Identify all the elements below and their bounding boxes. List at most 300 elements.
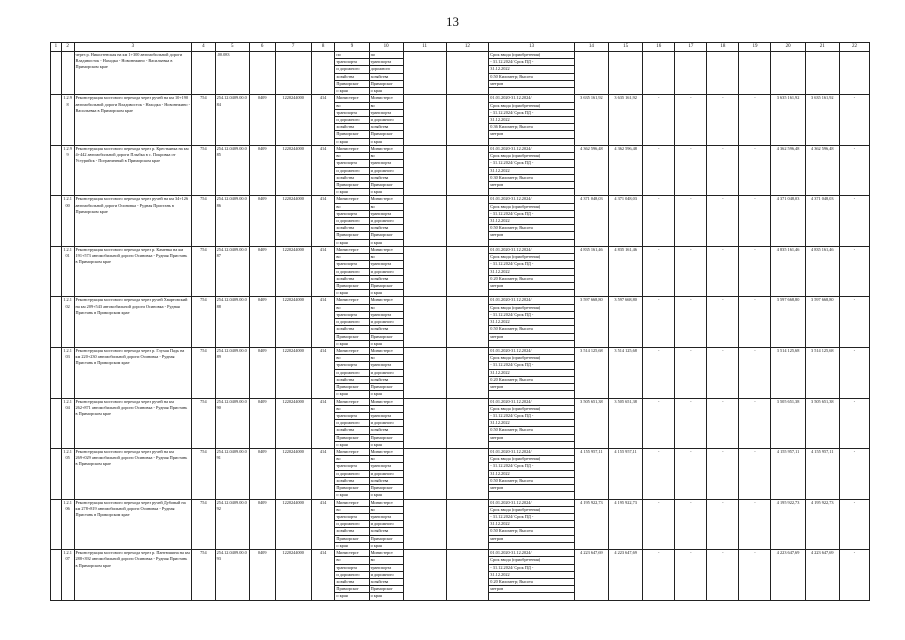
cell-c6: 0409 [249,95,275,146]
cell-c21: 3 597 668,80 [805,297,839,348]
term-line: метров [489,384,574,391]
cell-c15: 3 505 651,38 [609,398,643,449]
org-line: транспорта [370,312,403,319]
term-line: 01.01.2020-31.12.2024/ [489,247,574,254]
cell-c17: - [675,550,707,601]
cell-c15: 4 835 161,46 [609,246,643,297]
term-line: 0.20 Километр; Высота [489,377,574,384]
org-line: во [335,406,368,413]
term-line: 0.50 Километр; Высота [489,528,574,535]
org-line: Приморског [370,283,403,290]
cell-term [489,52,575,95]
org-line: о края [336,88,348,94]
cell-c5: 254.12.0409.00.088 [215,297,249,348]
cell-name: Реконструкция мостового перехода через ручей на км 34+126 автомобильной дороги Осиновка - Рудная Пристань в Приморском крае [74,196,192,247]
org-line: Министерст [335,297,368,304]
term-line: 0.36 Километр; Высота [489,124,574,131]
column-header-13: 13 [489,43,575,52]
org-line: Приморског [370,384,403,391]
cell-c5: 254.12.0409.00.089 [215,347,249,398]
org-line: во [370,406,403,413]
cell-c7 [275,52,311,95]
term-line: Срок ввода (приобретения) [489,507,574,514]
cell-term [489,550,575,601]
term-line: 0.20 Километр; Высота [489,579,574,586]
org-line: во [335,103,368,110]
cell-empty [446,52,489,95]
cell-c14: 3 505 651,38 [574,398,608,449]
cell-c4: 754 [192,347,216,398]
org-line: Министерст [335,500,368,507]
org-line: Приморског [370,182,403,189]
cell-org10 [369,398,403,449]
cell-c21 [805,52,839,95]
cell-no: 1.2.104 [61,398,74,449]
cell-c14: 4 835 161,46 [574,246,608,297]
term-line: 31.12.2022 [489,572,574,579]
term-line: 01.01.2020-31.12.2024/ [489,95,574,102]
cell-org9 [335,347,369,398]
cell-c4: 754 [192,550,216,601]
org-line: о края [336,290,348,296]
term-line: 01.01.2020-31.12.2024/ [489,449,574,456]
cell-term [489,347,575,398]
org-line: во [370,204,403,211]
cell-c14: 4 362 596,48 [574,145,608,196]
column-header-18: 18 [707,43,739,52]
cell-empty [403,499,446,550]
org-line: транспорта [370,211,403,218]
org-line: Министерст [370,550,403,557]
cell-empty [446,398,489,449]
org-line: хозяйства [370,225,403,232]
org-line: Министерст [370,297,403,304]
term-line: метров [489,232,574,239]
org-line: хозяйства [335,579,368,586]
org-line: во [335,254,368,261]
cell-c19: - [739,145,771,196]
org-line: хозяйства [335,124,368,131]
org-line: хозяйства [370,74,403,81]
org-line: хозяйства [370,326,403,333]
org-line: и дорожного [370,117,403,124]
cell-org9 [335,145,369,196]
cell-org9 [335,449,369,500]
org-line: Министерст [335,95,368,102]
term-line: 0.50 Километр; Высота [489,478,574,485]
cell-c4: 754 [192,297,216,348]
table-row [51,145,870,196]
cell-c17: - [675,95,707,146]
org-line: хозяйства [370,478,403,485]
cell-term [489,449,575,500]
cell-col1 [51,449,62,500]
cell-c20: 4 835 161,46 [771,246,805,297]
cell-c16: - [643,550,675,601]
term-line: 01.01.2020-31.12.2024/ [489,297,574,304]
term-line: - 31.12.2024/ Срок ПД - [489,211,574,218]
org-line: во [370,557,403,564]
term-line: 31.12.2022 [489,521,574,528]
cell-c21: 4 223 647,69 [805,550,839,601]
cell-c20: 4 362 596,48 [771,145,805,196]
cell-name: Реконструкция мостового перехода через ручей Дубовый на км 278+819 автомобильной дороги Осиновка - Рудная Пристань в Приморском крае [74,499,192,550]
cell-no: 1.2.103 [61,347,74,398]
org-line: о края [370,391,382,397]
cell-c14 [574,52,608,95]
term-line: - 31.12.2024/ Срок ПД - [489,312,574,319]
cell-c21: 4 371 048,03 [805,196,839,247]
cell-c19: - [739,246,771,297]
table-row [51,246,870,297]
term-line: - 31.12.2024/ Срок ПД - [489,59,574,66]
term-line: - 31.12.2024/ Срок ПД - [489,413,574,420]
cell-c15: 4 195 922,73 [609,499,643,550]
table-row [51,347,870,398]
cell-name: Реконструкция мостового перехода через р. Глухая Падь на км 220+230 автомобильной дороги Осиновка - Рудная Пристань в Приморском крае [74,347,192,398]
org-line: хозяйства [370,175,403,182]
cell-term [489,196,575,247]
org-line: о края [336,391,348,397]
cell-c19: - [739,297,771,348]
org-line: о края [370,239,382,245]
org-line: Приморског [370,131,403,138]
org-line: Министерст [370,95,403,102]
cell-org10 [369,449,403,500]
cell-name: Реконструкция мостового перехода через ручей Хвартовский на км 209+543 автомобильной дороги Осиновка - Рудная Пристань в Приморском крае [74,297,192,348]
cell-c16: - [643,347,675,398]
cell-c18 [707,52,739,95]
cell-c22: - [839,95,869,146]
cell-c15 [609,52,643,95]
cell-org9 [335,297,369,348]
table-row [51,95,870,146]
org-line: транспорта [335,514,368,521]
org-line: Приморског [370,435,403,442]
term-line: метров [489,334,574,341]
table-row [51,449,870,500]
org-line: транспорта [370,362,403,369]
org-line: о края [370,88,382,94]
term-line: - 31.12.2024/ Срок ПД - [489,463,574,470]
org-line: о края [336,340,348,346]
org-line: Приморског [335,283,368,290]
org-line: о края [336,492,348,498]
org-line: Министерст [370,146,403,153]
org-line: во [335,355,368,362]
cell-c8: 414 [311,398,335,449]
org-line: о края [370,593,382,599]
cell-c19: - [739,449,771,500]
table-row [51,499,870,550]
cell-empty [403,398,446,449]
column-header-7: 7 [275,43,311,52]
org-line: транспорта [335,261,368,268]
term-line: метров [489,283,574,290]
org-line: хозяйства [370,579,403,586]
org-line: Министерст [335,247,368,254]
cell-org9 [335,398,369,449]
org-line: о края [370,138,382,144]
cell-org10 [369,550,403,601]
cell-c22: - [839,347,869,398]
column-header-9: 9 [335,43,369,52]
table-row [51,52,870,95]
org-line: Приморског [370,586,403,593]
cell-c17: - [675,145,707,196]
org-line: во [335,153,368,160]
org-line: транспорта [335,362,368,369]
column-header-10: 10 [369,43,403,52]
cell-c17: - [675,449,707,500]
org-line: во [335,456,368,463]
cell-empty [446,449,489,500]
org-line: и дорожного [370,370,403,377]
term-line: 31.12.2022 [489,66,574,73]
cell-term [489,398,575,449]
org-line: и дорожного [335,319,368,326]
cell-term [489,499,575,550]
term-line: Срок ввода (приобретения) [489,305,574,312]
term-line: метров [489,182,574,189]
cell-c4: 754 [192,499,216,550]
cell-c14: 4 155 957,11 [574,449,608,500]
cell-term [489,297,575,348]
cell-c5: 254.12.0409.00.085 [215,145,249,196]
cell-empty [403,145,446,196]
org-line: Приморског [335,182,368,189]
org-line: во [370,456,403,463]
cell-org9 [335,246,369,297]
cell-empty [446,297,489,348]
cell-c16 [643,52,675,95]
term-line: метров [489,435,574,442]
cell-col1 [51,95,62,146]
term-line: 31.12.2022 [489,269,574,276]
cell-org10 [369,196,403,247]
cell-col1 [51,145,62,196]
cell-c15: 4 155 957,11 [609,449,643,500]
cell-c21: 4 835 161,46 [805,246,839,297]
org-line: по [335,52,368,59]
org-line: транспорта [335,59,368,66]
cell-c8: 414 [311,347,335,398]
cell-c14: 4 371 048,03 [574,196,608,247]
cell-empty [446,196,489,247]
term-line: Срок ввода (приобретения) [489,204,574,211]
column-header-11: 11 [403,43,446,52]
cell-c6: 0409 [249,550,275,601]
cell-c21: 4 362 596,48 [805,145,839,196]
cell-c22: - [839,398,869,449]
org-line: и дорожного [335,370,368,377]
cell-c7: 1220244000 [275,347,311,398]
table-row [51,550,870,601]
org-line: транспорта [335,211,368,218]
cell-c4: 754 [192,196,216,247]
cell-c7: 1220244000 [275,145,311,196]
cell-empty [446,246,489,297]
cell-c6: 0409 [249,398,275,449]
column-header-4: 4 [192,43,216,52]
term-line: метров [489,586,574,593]
org-line: Приморског [335,536,368,543]
cell-c14: 3 514 125,68 [574,347,608,398]
term-line: - 31.12.2024/ Срок ПД - [489,514,574,521]
table-row [51,398,870,449]
term-line: метров [489,131,574,138]
cell-org9 [335,550,369,601]
term-line: Срок ввода (приобретения) [489,254,574,261]
cell-c19: - [739,95,771,146]
cell-empty [403,297,446,348]
org-line: Министерст [335,449,368,456]
org-line: Министерст [370,449,403,456]
cell-c21: 4 155 957,11 [805,449,839,500]
column-header-3: 3 [74,43,192,52]
term-line: 0.50 Километр; Высота [489,225,574,232]
investment-table [50,42,870,601]
cell-c5: 254.12.0409.00.092 [215,499,249,550]
term-line: 0.20 Километр; Высота [489,276,574,283]
cell-name: Реконструкция мостового перехода через р. Пантюшина на км 288+392 автомобильной дороги Осиновка - Рудная Пристань в Приморском крае [74,550,192,601]
column-header-17: 17 [675,43,707,52]
org-line: о края [336,239,348,245]
cell-c18: - [707,196,739,247]
cell-c21: 3 505 651,38 [805,398,839,449]
cell-col1 [51,52,62,95]
cell-org9 [335,196,369,247]
cell-name: через р. Николтенская на км 1+300 автомобильной дороги Владивосток - Находка - Новонежино - Васильевка в Приморском крае [74,52,192,95]
cell-c7: 1220244000 [275,196,311,247]
cell-org10 [369,297,403,348]
cell-c7: 1220244000 [275,95,311,146]
cell-c5: 254.12.0409.00.087 [215,246,249,297]
cell-c17: - [675,297,707,348]
cell-c6 [249,52,275,95]
org-line: транспорта [335,110,368,117]
cell-c15: 4 362 596,48 [609,145,643,196]
cell-c18: - [707,550,739,601]
org-line: хозяйства [335,175,368,182]
cell-c6: 0409 [249,145,275,196]
org-line: хозяйства [335,74,368,81]
cell-c6: 0409 [249,297,275,348]
cell-c16: - [643,499,675,550]
org-line: Министерст [370,196,403,203]
org-line: хозяйства [335,528,368,535]
org-line: и дорожного [335,269,368,276]
cell-c22: - [839,499,869,550]
cell-c22: - [839,449,869,500]
cell-c16: - [643,196,675,247]
cell-c15: 4 371 048,03 [609,196,643,247]
term-line: 0.50 Километр; Высота [489,326,574,333]
org-line: транспорта [370,110,403,117]
org-line: и дорожного [335,572,368,579]
cell-c8: 414 [311,499,335,550]
term-line: 0.50 Километр; Высота [489,74,574,81]
cell-org9 [335,499,369,550]
cell-c18: - [707,246,739,297]
org-line: и дорожного [335,471,368,478]
org-line: Приморског [335,334,368,341]
term-line: 01.01.2020-31.12.2024/ [489,500,574,507]
org-line: во [370,305,403,312]
org-line: и дорожного [370,521,403,528]
term-line: 31.12.2022 [489,471,574,478]
cell-col1 [51,347,62,398]
org-line: и дорожного [335,168,368,175]
cell-c7: 1220244000 [275,398,311,449]
org-line: транспорта [370,261,403,268]
cell-no: 1.2.101 [61,246,74,297]
cell-no [61,52,74,95]
cell-c5: 254.12.0409.00.090 [215,398,249,449]
cell-no: 1.2.107 [61,550,74,601]
cell-c4 [192,52,216,95]
org-line: Министерст [335,399,368,406]
term-line: 31.12.2022 [489,420,574,427]
org-line: транспорта [370,463,403,470]
table-row [51,297,870,348]
cell-empty [403,52,446,95]
org-line: о края [370,189,382,195]
org-line: и дорожного [370,420,403,427]
org-line: Министерст [370,348,403,355]
cell-name: Реконструкция мостового перехода через ручей на км 262+871 автомобильной дороги Осиновка - Рудная Пристань в Приморском крае [74,398,192,449]
column-header-16: 16 [643,43,675,52]
cell-name: Реконструкция мостового перехода через ручей на км 269+029 автомобильной дороги Осиновка - Рудная Пристань в Приморском крае [74,449,192,500]
org-line: о края [370,340,382,346]
term-line: 31.12.2022 [489,218,574,225]
org-line: о края [370,542,382,548]
cell-c18: - [707,347,739,398]
cell-term [489,145,575,196]
cell-c22: - [839,550,869,601]
org-line: и дорожного [335,117,368,124]
cell-c8: 414 [311,449,335,500]
cell-c5: 254.12.0409.00.086 [215,196,249,247]
cell-c19: - [739,499,771,550]
org-line: транспорта [335,413,368,420]
cell-c8: 414 [311,196,335,247]
cell-c19: - [739,550,771,601]
cell-c7: 1220244000 [275,246,311,297]
term-line: Срок ввода (приобретения) [489,557,574,564]
column-header-21: 21 [805,43,839,52]
cell-c22: - [839,145,869,196]
cell-no: 1.2.102 [61,297,74,348]
org-line: и дорожного [335,521,368,528]
column-header-22: 22 [839,43,869,52]
org-line: хозяйства [370,528,403,535]
org-line: о края [336,593,348,599]
column-header-14: 14 [574,43,608,52]
org-line: во [335,204,368,211]
term-line: 0.50 Километр; Высота [489,427,574,434]
cell-c16: - [643,449,675,500]
term-line: - 31.12.2024/ Срок ПД - [489,160,574,167]
column-header-6: 6 [249,43,275,52]
org-line: транспорта [370,565,403,572]
org-line: хозяйства [370,377,403,384]
cell-c17: - [675,347,707,398]
org-line: Приморског [335,81,368,88]
cell-org10 [369,145,403,196]
org-line: хозяйства [335,427,368,434]
cell-term [489,246,575,297]
